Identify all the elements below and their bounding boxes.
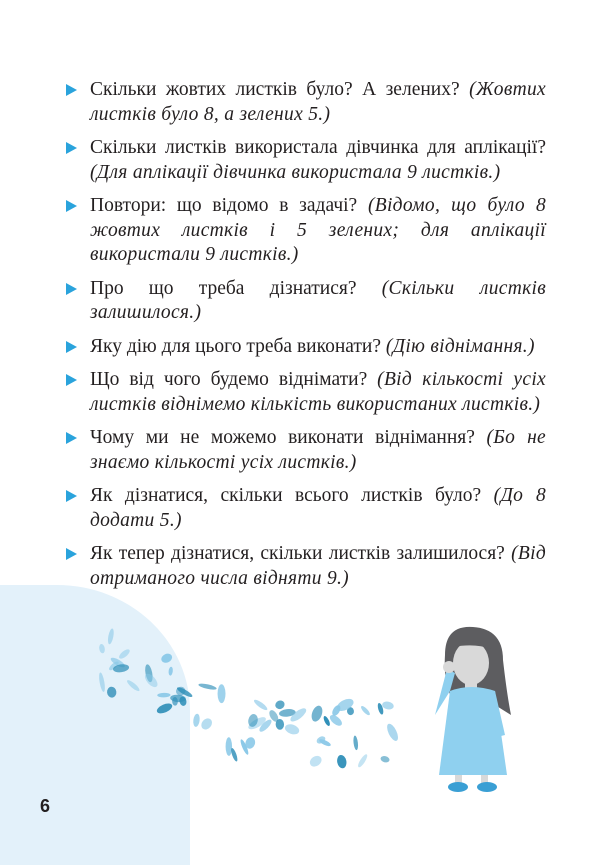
leaf-icon [160,652,174,665]
leaf-icon [198,682,217,690]
list-item [66,78,546,127]
leaf-icon [310,704,325,723]
leaf-icon [168,666,173,675]
leaf-icon [353,735,359,750]
question: Що від чого будемо віднімати? [90,369,368,390]
triangle-bullet-icon [66,432,77,444]
list-item [66,426,546,475]
leaf-icon [380,755,390,763]
list-item [66,484,546,533]
question: Скільки жовтих листків було? А зелених? [90,79,460,100]
triangle-bullet-icon [66,283,77,295]
triangle-bullet-icon [66,374,77,386]
triangle-bullet-icon [66,84,77,96]
leaf-icon [381,701,394,711]
leaf-icon [157,693,170,698]
answer: (Від кількості усіх листків віднімемо кількість використаних листків.) [90,369,546,415]
triangle-bullet-icon [66,200,77,212]
question: Скільки листків використала дівчинка для аплікації? [90,137,546,158]
question: Про що треба дізнатися? [90,277,357,299]
leaf-icon [322,715,331,727]
answer: (Бо не знаємо кількості усіх листків.) [90,427,546,473]
leaf-icon [107,686,117,698]
leaf-icon [336,754,347,769]
girl-illustration [425,625,525,795]
leaf-icon [385,722,400,742]
list-item [66,194,546,268]
leaf-icon [357,753,369,768]
leaf-icon [308,754,324,769]
list-item [66,335,546,360]
question: Як тепер дізнатися, скільки листків залишилося? [90,543,505,564]
question: Як дізнатися, скільки всього листків було? [90,485,482,506]
leaf-icon [193,713,201,727]
page-number: 6 [40,796,51,816]
leaf-icon [360,705,371,717]
triangle-bullet-icon [66,490,77,502]
leaf-icon [199,716,214,731]
falling-leaves-illustration [90,615,420,785]
leaf-icon [284,723,301,737]
leaf-icon [218,684,226,703]
leaf-icon [226,737,233,756]
leaf-icon [126,679,141,693]
answer: (Жовтих листків було 8, а зелених 5.) [90,79,547,125]
question: Чому ми не можемо виконати віднімання? [90,427,475,448]
answer: (До 8 додати 5.) [90,485,547,531]
triangle-bullet-icon [66,548,77,560]
triangle-bullet-icon [66,341,77,353]
list-item [66,368,546,417]
leaf-icon [155,702,173,716]
leaf-icon [118,648,132,661]
question: Яку дію для цього треба виконати? [90,335,382,357]
leaf-icon [107,628,115,645]
list-item [66,136,546,185]
answer: (Для аплікації дівчинка використала 9 листків.) [90,161,501,183]
leaf-icon [230,747,239,762]
leaf-icon [274,699,286,711]
answer: (Від отриманого числа відняти 9.) [90,543,547,589]
list-item [66,277,546,326]
triangle-bullet-icon [66,142,77,154]
question: Повтори: що відомо в задачі? [90,195,358,216]
answer: (Скільки листків залишилося.) [90,277,546,323]
leaf-icon [98,672,106,692]
leaf-icon [98,644,105,654]
leaf-icon [253,698,269,712]
answer: (Дію віднімання.) [385,335,535,357]
answer: (Відомо, що було 8 жовтих листків і 5 зелених; для аплікації використали 9 листків.) [90,195,546,265]
list-item [66,542,546,591]
question-list [66,78,546,600]
